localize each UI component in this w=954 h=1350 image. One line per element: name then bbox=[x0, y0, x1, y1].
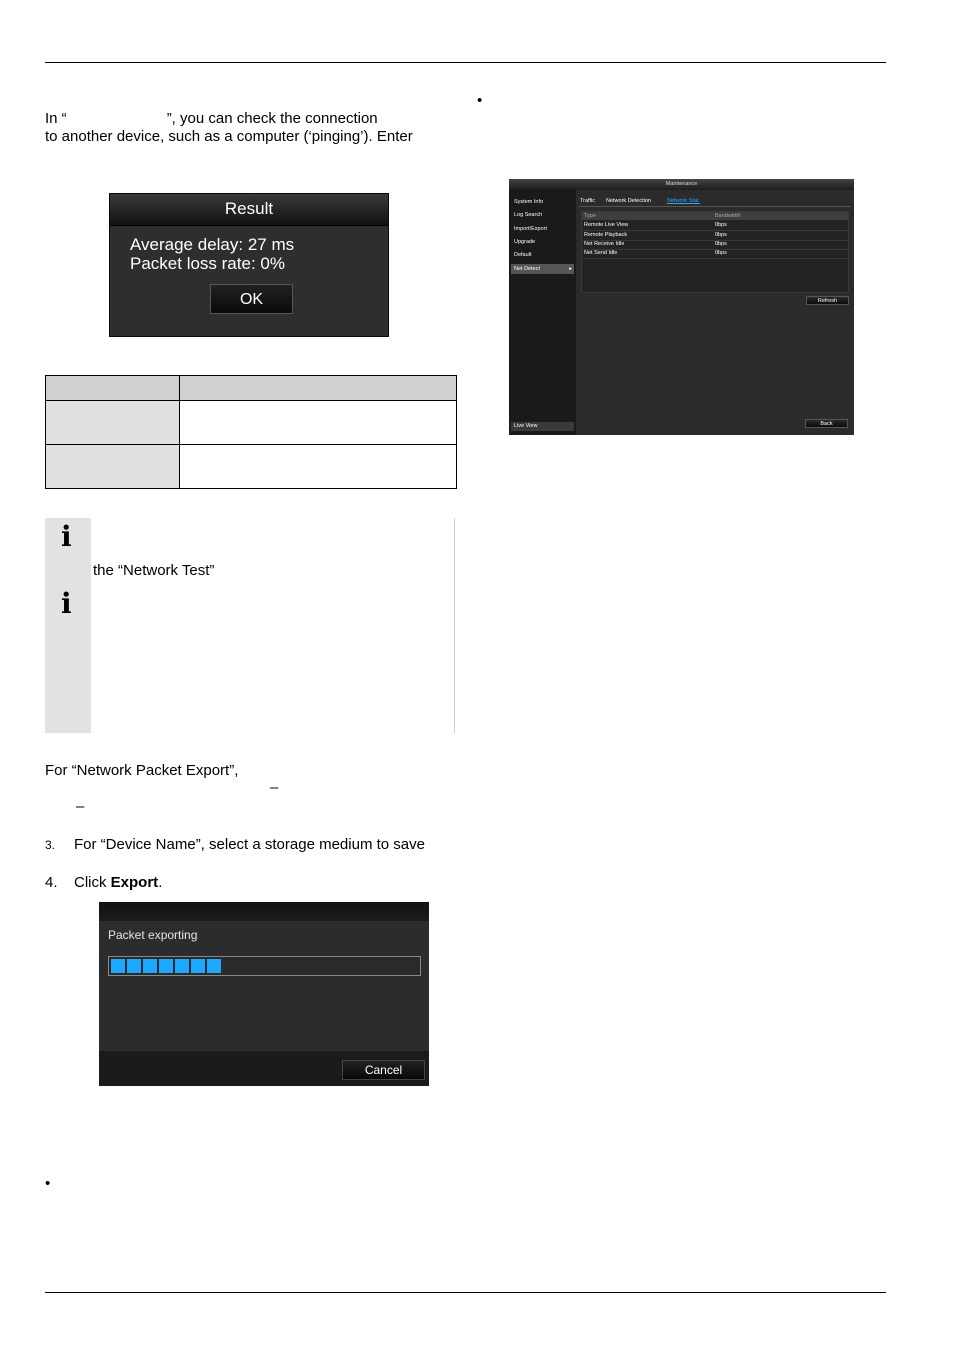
tab-traffic[interactable]: Traffic bbox=[580, 198, 595, 204]
step-4-prefix: Click bbox=[74, 874, 111, 891]
tab-divider bbox=[579, 206, 851, 207]
step-4-number: 4. bbox=[45, 874, 58, 891]
bullet-mark: • bbox=[45, 1175, 51, 1192]
average-delay: Average delay: 27 ms bbox=[130, 235, 295, 254]
table-row bbox=[46, 445, 457, 489]
export-keyword: Export bbox=[110, 874, 159, 891]
table-cell bbox=[180, 445, 457, 489]
packet-loss-rate: Packet loss rate: 0% bbox=[130, 254, 285, 273]
table-cell bbox=[46, 376, 180, 401]
footer-rule bbox=[45, 1292, 886, 1293]
note-border bbox=[454, 518, 455, 733]
row-divider bbox=[582, 258, 848, 259]
table-cell: Remote Live View bbox=[584, 222, 629, 228]
table-cell bbox=[46, 445, 180, 489]
sidebar-item-log-search[interactable]: Log Search bbox=[514, 212, 543, 218]
ok-button[interactable]: OK bbox=[210, 284, 293, 314]
export-intro: For “Network Packet Export”, bbox=[45, 762, 239, 779]
refresh-button[interactable]: Refresh bbox=[806, 296, 849, 305]
column-header-bandwidth: Bandwidth bbox=[715, 213, 741, 219]
result-dialog-title: Result bbox=[110, 194, 388, 226]
live-view-button[interactable]: Live View bbox=[511, 422, 574, 431]
back-button[interactable]: Back bbox=[805, 419, 848, 428]
note-text: the “Network Test” bbox=[93, 562, 215, 579]
table-cell: 0bps bbox=[715, 241, 727, 247]
cancel-button[interactable]: Cancel bbox=[342, 1060, 425, 1080]
maintenance-window bbox=[509, 179, 854, 435]
table-cell: 0bps bbox=[715, 222, 727, 228]
table-cell: 0bps bbox=[715, 232, 727, 238]
column-header-type: Type bbox=[584, 213, 596, 219]
row-divider bbox=[582, 230, 848, 231]
step-4-text bbox=[74, 874, 162, 891]
table-row bbox=[46, 401, 457, 445]
table-cell: Net Send Idle bbox=[584, 250, 618, 256]
maintenance-title: Maintenance bbox=[509, 179, 854, 190]
packet-export-dialog bbox=[99, 902, 429, 1086]
sidebar-item-default[interactable]: Default bbox=[514, 252, 532, 258]
export-progress-bar bbox=[108, 956, 421, 976]
progress-segment bbox=[111, 959, 125, 973]
chevron-right-icon: ▸ bbox=[569, 266, 572, 272]
progress-segment bbox=[207, 959, 221, 973]
table-cell bbox=[46, 401, 180, 445]
dash: – bbox=[270, 779, 279, 796]
tab-network-stat[interactable]: Network Stat. bbox=[667, 198, 701, 204]
table-cell: 0bps bbox=[715, 250, 727, 256]
packet-exporting-label: Packet exporting bbox=[108, 928, 198, 942]
sidebar-item-import-export[interactable]: Import/Export bbox=[514, 226, 548, 232]
info-icon: i bbox=[61, 520, 72, 553]
table-cell bbox=[180, 376, 457, 401]
dialog-title-bar bbox=[99, 902, 429, 921]
intro-line-1: In “ ”, you can check the connection bbox=[45, 110, 378, 127]
progress-segment bbox=[191, 959, 205, 973]
info-icon: i bbox=[61, 587, 72, 620]
step-4-suffix: . bbox=[158, 874, 163, 891]
progress-segment bbox=[127, 959, 141, 973]
header-rule bbox=[45, 62, 886, 63]
progress-segment bbox=[175, 959, 189, 973]
progress-segment bbox=[159, 959, 173, 973]
step-3-number: 3. bbox=[45, 838, 56, 852]
dash: – bbox=[76, 798, 85, 815]
tab-network-detection[interactable]: Network Detection bbox=[606, 198, 651, 204]
step-3-text: For “Device Name”, select a storage medium to save bbox=[74, 836, 425, 853]
table-cell bbox=[180, 401, 457, 445]
sidebar-item-system-info[interactable]: System Info bbox=[514, 199, 544, 205]
sidebar-item-net-detect[interactable] bbox=[511, 264, 574, 274]
progress-segment bbox=[143, 959, 157, 973]
table-cell: Net Receive Idle bbox=[584, 241, 625, 247]
intro-line-2: to another device, such as a computer (‘pinging’). Enter bbox=[45, 128, 413, 145]
table-header-row bbox=[46, 376, 457, 401]
sidebar-item-label: Net Detect bbox=[514, 266, 540, 272]
result-dialog bbox=[109, 193, 389, 337]
table-cell: Remote Playback bbox=[584, 232, 628, 238]
info-table bbox=[45, 375, 457, 489]
bullet-mark: • bbox=[477, 92, 483, 109]
sidebar-item-upgrade[interactable]: Upgrade bbox=[514, 239, 536, 245]
